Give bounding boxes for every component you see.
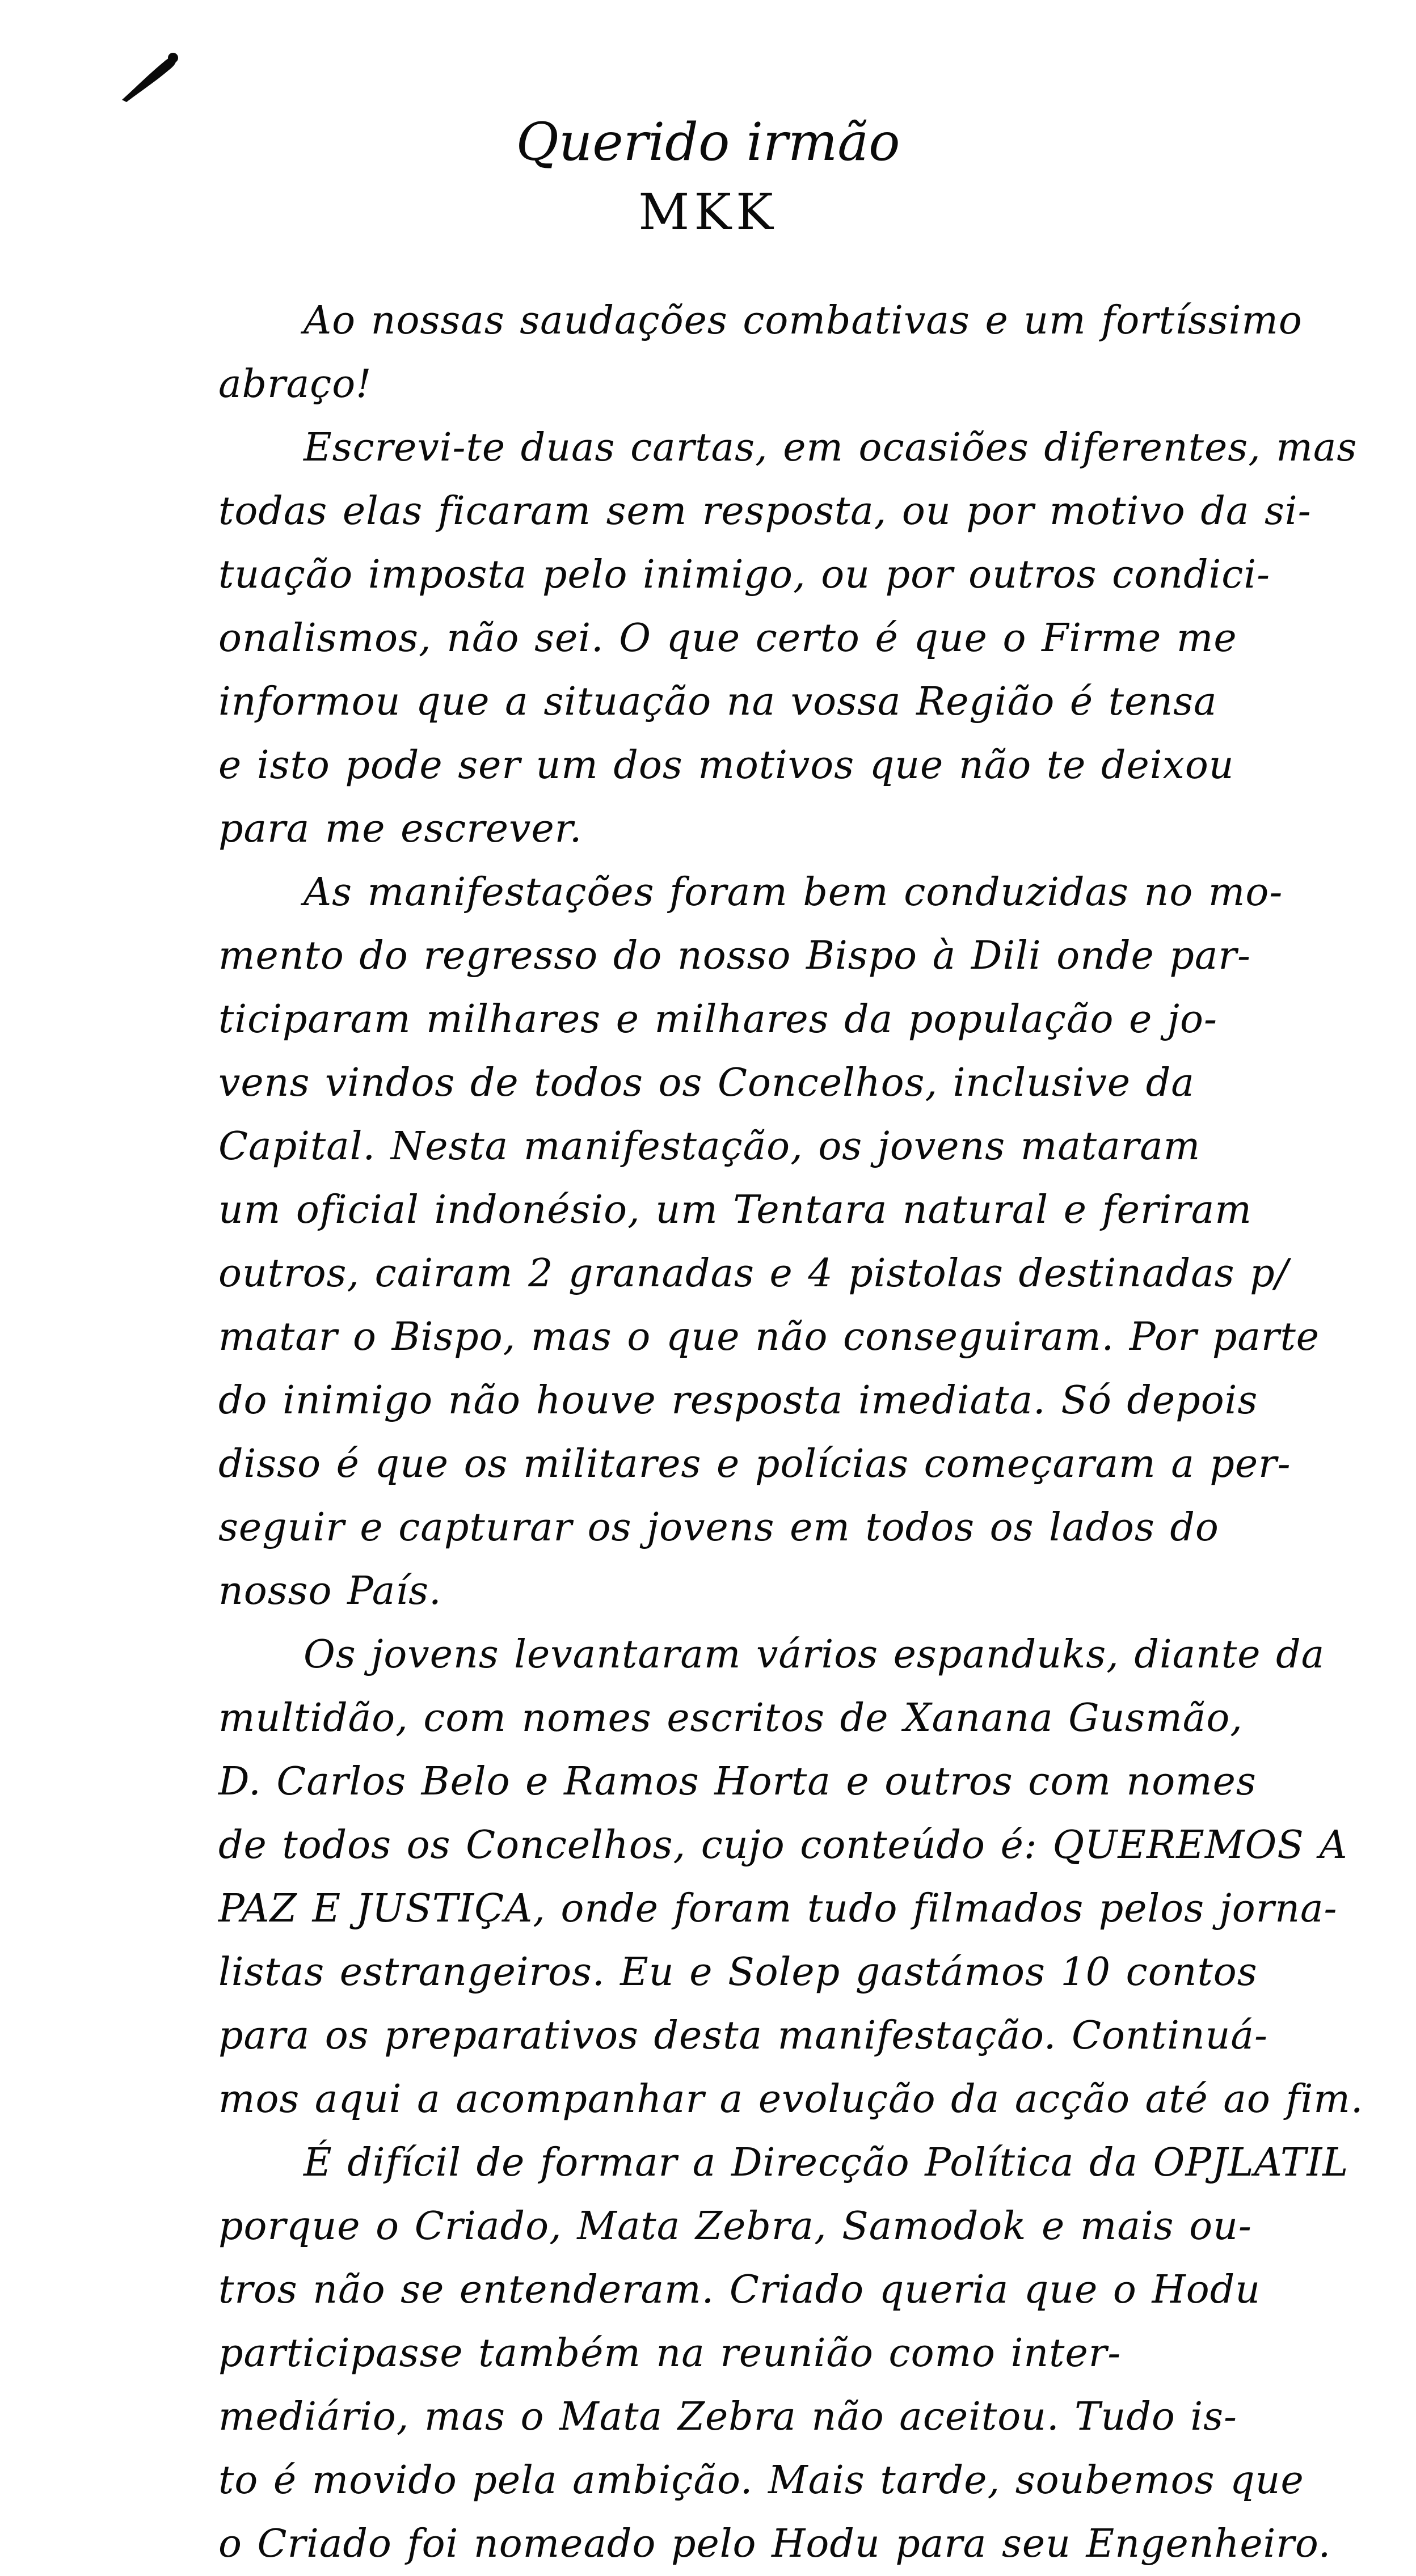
letter-line: PAZ E JUSTIÇA, onde foram tudo filmados pelos jorna- (218, 1886, 1338, 1931)
letter-line: para me escrever. (218, 806, 583, 851)
letter-line: tuação imposta pelo inimigo, ou por outros condici- (218, 552, 1271, 597)
letter-line: Os jovens levantaram vários espanduks, diante da (304, 1632, 1325, 1677)
letter-line: listas estrangeiros. Eu e Solep gastámos 10 contos (218, 1950, 1258, 1995)
letter-line: nosso País. (218, 1569, 442, 1614)
letter-line: porque o Criado, Mata Zebra, Samodok e mais ou- (218, 2204, 1252, 2249)
letter-line: e isto pode ser um dos motivos que não te deixou (218, 743, 1234, 788)
letter-greeting: Querido irmão (516, 112, 900, 172)
letter-line: mos aqui a acompanhar a evolução da acção até ao fim. (218, 2077, 1364, 2122)
letter-line: multidão, com nomes escritos de Xanana Gusmão, (218, 1696, 1243, 1741)
letter-line: de todos os Concelhos, cujo conteúdo é: QUEREMOS A (218, 1823, 1348, 1868)
letter-line: o Criado foi nomeado pelo Hodu para seu Engenheiro. (218, 2522, 1331, 2566)
letter-line: to é movido pela ambição. Mais tarde, soubemos que (218, 2458, 1304, 2503)
letter-line: participasse também na reunião como inter- (218, 2331, 1122, 2376)
letter-line: Escrevi-te duas cartas, em ocasiões diferentes, mas (304, 425, 1358, 470)
letter-line: mento do regresso do nosso Bispo à Dili onde par- (218, 934, 1251, 978)
ink-blot-mark (116, 50, 184, 107)
letter-line: onalismos, não sei. O que certo é que o Firme me (218, 616, 1237, 661)
letter-line: mediário, mas o Mata Zebra não aceitou. Tudo is- (218, 2395, 1238, 2439)
letter-line: do inimigo não houve resposta imediata. Só depois (218, 1378, 1258, 1423)
letter-line: informou que a situação na vossa Região é tensa (218, 679, 1217, 724)
letter-addressee: MKK (638, 183, 778, 241)
letter-line: seguir e capturar os jovens em todos os lados do (218, 1505, 1219, 1550)
letter-line: um oficial indonésio, um Tentara natural e feriram (218, 1188, 1252, 1232)
letter-line: disso é que os militares e polícias começaram a per- (218, 1442, 1291, 1487)
letter-line: Capital. Nesta manifestação, os jovens mataram (218, 1124, 1201, 1169)
letter-line: É difícil de formar a Direcção Política da OPJLATIL (304, 2140, 1349, 2185)
letter-line: tros não se entenderam. Criado queria que o Hodu (218, 2267, 1261, 2312)
letter-line: D. Carlos Belo e Ramos Horta e outros com nomes (218, 1759, 1257, 1804)
letter-line: matar o Bispo, mas o que não conseguiram. Por parte (218, 1315, 1320, 1359)
letter-line: As manifestações foram bem conduzidas no mo- (304, 870, 1283, 915)
letter-line: todas elas ficaram sem resposta, ou por motivo da si- (218, 489, 1312, 534)
letter-line: outros, cairam 2 granadas e 4 pistolas destinadas p/ (218, 1251, 1289, 1296)
letter-line: Ao nossas saudações combativas e um fortíssimo (304, 298, 1303, 343)
letter-line: para os preparativos desta manifestação. Continuá- (218, 2013, 1268, 2058)
letter-line: vens vindos de todos os Concelhos, inclusive da (218, 1061, 1195, 1105)
letter-line: ticiparam milhares e milhares da população e jo- (218, 997, 1217, 1042)
letter-line: abraço! (218, 362, 372, 407)
letter-body (218, 289, 1364, 2576)
